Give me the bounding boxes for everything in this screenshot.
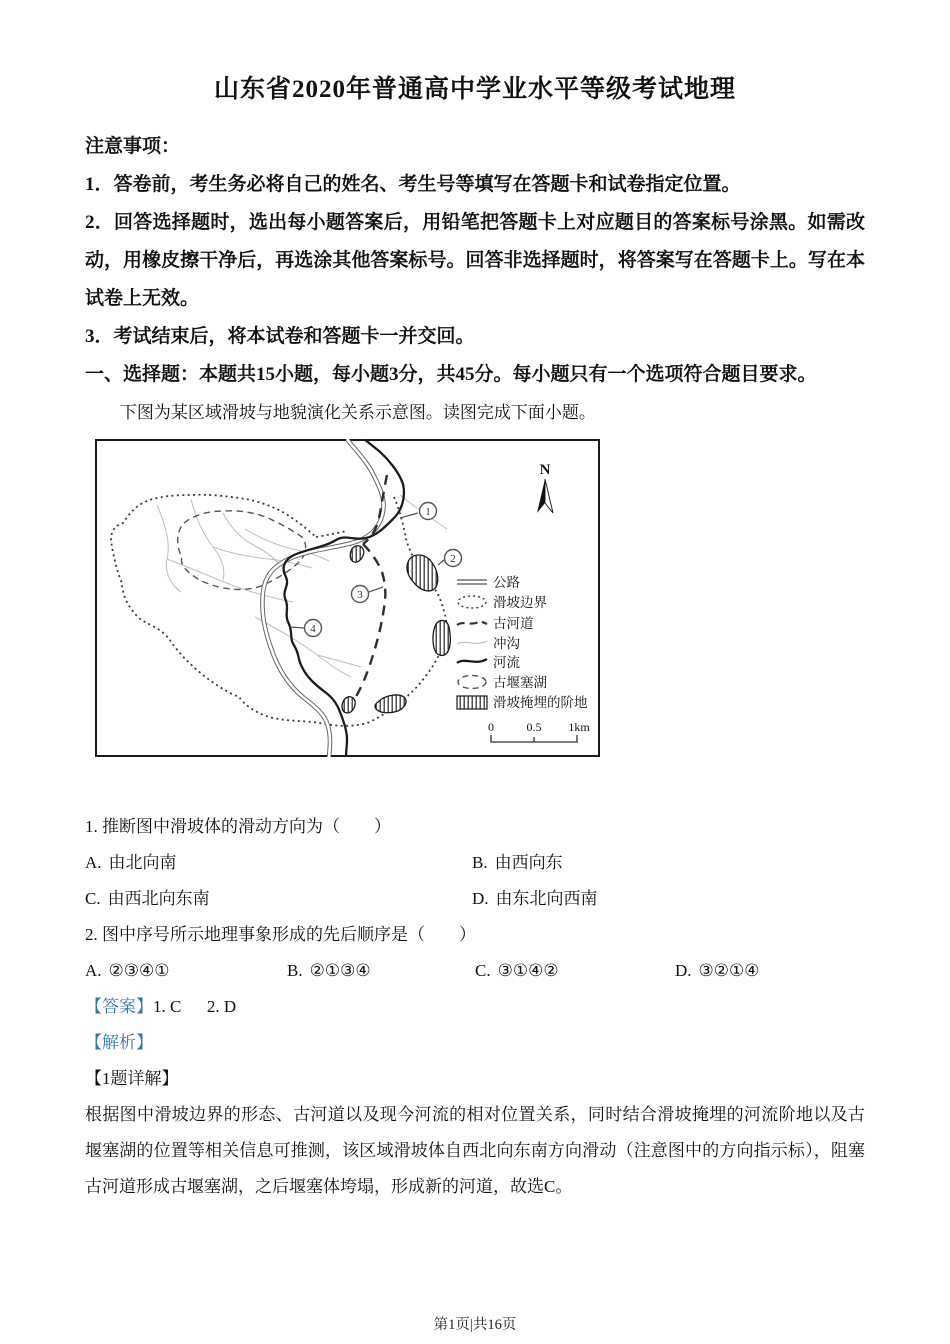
svg-text:0: 0 xyxy=(488,720,494,734)
question-2-stem: 2. 图中序号所示地理事象形成的先后顺序是（ ） xyxy=(85,925,476,944)
answer-values: 1. C 2. D xyxy=(153,997,237,1016)
svg-text:0.5: 0.5 xyxy=(526,720,542,734)
landslide-map xyxy=(95,439,600,757)
landslide-map-figure xyxy=(95,439,600,757)
option-2a: A. ②③④① xyxy=(85,961,170,980)
svg-text:古河道: 古河道 xyxy=(493,616,534,631)
option-2b: B. ②①③④ xyxy=(287,961,371,980)
notice-item-2: 2．回答选择题时，选出每小题答案后，用铅笔把答题卡上对应题目的答案标号涂黑。如需改动，用橡皮擦干净后，再选涂其他答案标号。回答非选择题时，将答案写在答题卡上。写在本试卷上无效。 xyxy=(85,212,865,309)
option-2d: D. ③②①④ xyxy=(675,961,760,980)
section-header: 一、选择题：本题共15小题，每小题3分，共45分。每小题只有一个选项符合题目要求。 xyxy=(85,364,817,385)
answer-tag: 【答案】 xyxy=(85,997,153,1016)
notice-item-3: 3．考试结束后，将本试卷和答题卡一并交回。 xyxy=(85,326,475,347)
svg-text:古堰塞湖: 古堰塞湖 xyxy=(493,675,547,690)
svg-text:冲沟: 冲沟 xyxy=(493,636,520,651)
page-footer: 第1页|共16页 xyxy=(433,1317,517,1333)
option-1b: B. 由西向东 xyxy=(472,853,563,872)
legend-item-buried-terrace xyxy=(457,694,588,710)
figure-intro: 下图为某区域滑坡与地貌演化关系示意图。读图完成下面小题。 xyxy=(119,403,596,422)
option-1c: C. 由西北向东南 xyxy=(85,889,210,908)
svg-text:滑坡边界: 滑坡边界 xyxy=(493,595,547,610)
option-1a: A. 由北向南 xyxy=(85,853,177,872)
question-1-options-row-2 xyxy=(85,881,865,917)
questions-section xyxy=(85,809,865,1205)
question-1-stem: 1. 推断图中滑坡体的滑动方向为（ ） xyxy=(85,817,391,836)
option-2c: C. ③①④② xyxy=(475,961,559,980)
svg-text:2: 2 xyxy=(450,553,456,565)
page-title: 山东省2020年普通高中学业水平等级考试地理 xyxy=(213,76,736,103)
svg-text:4: 4 xyxy=(310,623,316,635)
option-1d: D. 由东北向西南 xyxy=(472,889,598,908)
notice-item-1: 1．答卷前，考生务必将自己的姓名、考生号等填写在答题卡和试卷指定位置。 xyxy=(85,174,741,195)
svg-text:1km: 1km xyxy=(568,720,590,734)
analysis-tag: 【解析】 xyxy=(85,1033,153,1052)
notice-section xyxy=(85,128,865,356)
svg-text:1: 1 xyxy=(425,506,431,518)
svg-text:3: 3 xyxy=(357,589,363,601)
question-1-options-row-1 xyxy=(85,845,865,881)
notice-heading: 注意事项： xyxy=(85,136,181,157)
svg-text:N: N xyxy=(539,462,551,478)
svg-text:滑坡掩埋的阶地: 滑坡掩埋的阶地 xyxy=(493,695,588,710)
question-2-options-row xyxy=(85,953,865,989)
detail-text: 根据图中滑坡边界的形态、古河道以及现今河流的相对位置关系，同时结合滑坡掩埋的河流阶地以及古堰塞湖的位置等相关信息可推测，该区域滑坡体自西北向东南方向滑动（注意图中的方向指示标），阻塞古河道形成古堰塞湖，之后堰塞体垮塌，形成新的河道，故选C。 xyxy=(85,1105,865,1196)
svg-text:河流: 河流 xyxy=(493,655,520,670)
answer-line xyxy=(85,989,865,1025)
svg-text:公路: 公路 xyxy=(493,575,520,590)
detail-heading: 【1题详解】 xyxy=(85,1069,179,1088)
